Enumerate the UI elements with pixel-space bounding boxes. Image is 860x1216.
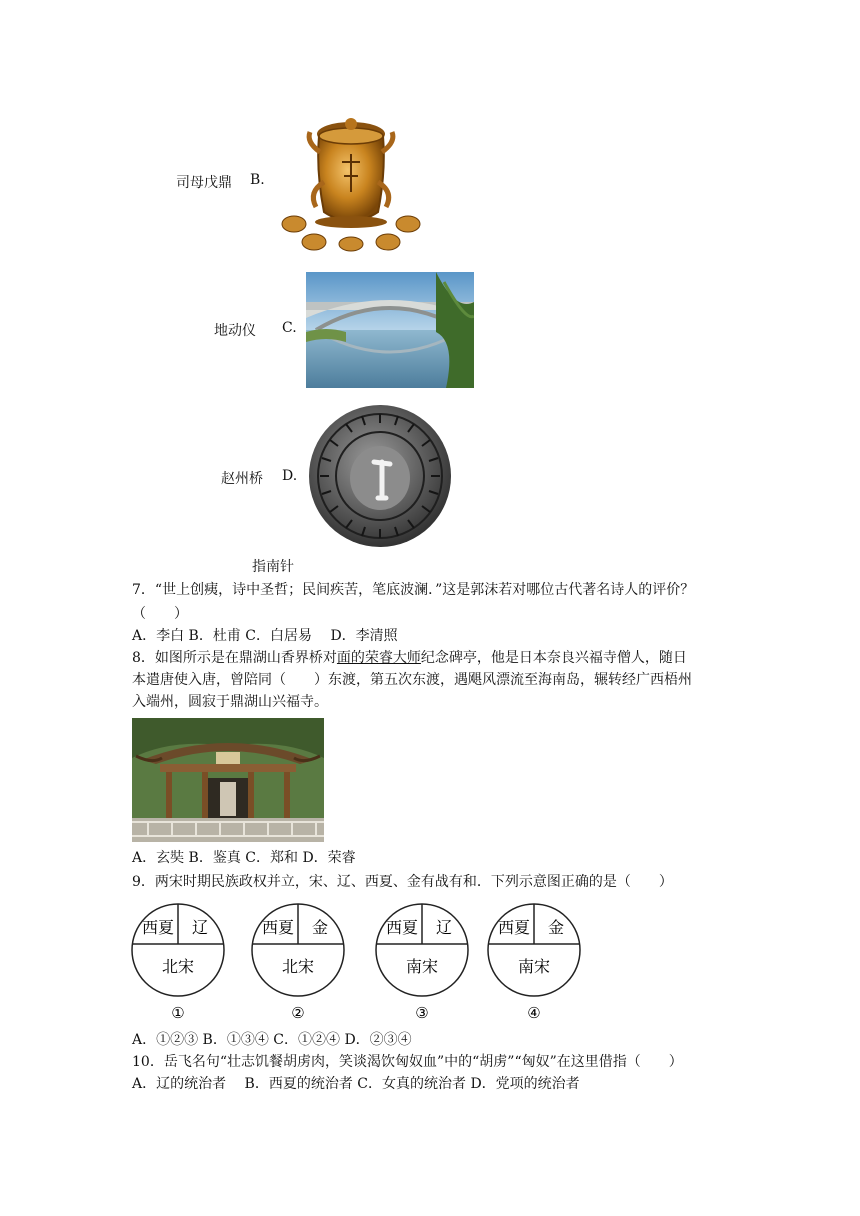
diagram-4 xyxy=(488,904,580,1022)
diagram-3-bottom: 南宋 xyxy=(405,957,439,976)
diagram-1-num: ① xyxy=(171,1004,185,1022)
option-d-letter: D. xyxy=(282,468,298,484)
underlined-term: 面的荣睿大师 xyxy=(336,650,421,666)
q7-answers: A．李白 B．杜甫 C．白居易 D．李清照 xyxy=(132,628,398,644)
diagram-4-tr: 金 xyxy=(547,918,565,937)
pavilion-image xyxy=(132,718,324,842)
diagram-2-tr: 金 xyxy=(311,918,329,937)
q10-answers: A．辽的统治者 B．西夏的统治者 C．女真的统治者 D．党项的统治者 xyxy=(132,1076,580,1092)
diagram-1-bottom: 北宋 xyxy=(161,957,195,976)
option-d-caption: 赵州桥 xyxy=(221,471,263,487)
q9-diagrams xyxy=(126,898,586,1024)
diagram-1 xyxy=(132,904,224,1022)
bridge-image xyxy=(306,272,474,388)
option-c-caption: 地动仪 xyxy=(214,323,256,339)
diagram-3-tr: 辽 xyxy=(435,918,453,937)
option-b-letter: B. xyxy=(250,172,265,188)
diagram-3-num: ③ xyxy=(415,1004,429,1022)
option-d-after-caption: 指南针 xyxy=(252,559,294,575)
q10-text: 10．岳飞名句“壮志饥餐胡虏肉，笑谈渴饮匈奴血”中的“胡虏”“匈奴”在这里借指（ ） xyxy=(132,1054,683,1070)
q7-paren: （ ） xyxy=(132,606,188,622)
diagram-2 xyxy=(252,904,344,1022)
q8-line2: 本遣唐使入唐，曾陪同（ ）东渡，第五次东渡，遇飓风漂流至海南岛，辗转经广西梧州 xyxy=(132,672,692,688)
diagram-1-tr: 辽 xyxy=(191,918,209,937)
diagram-4-bottom: 南宋 xyxy=(517,957,551,976)
diagram-3 xyxy=(376,904,468,1022)
diagram-4-tl: 西夏 xyxy=(497,918,531,937)
seismograph-image xyxy=(276,112,426,254)
diagram-2-bottom: 北宋 xyxy=(281,957,315,976)
diagram-2-num: ② xyxy=(291,1004,305,1022)
q8-line3: 入端州，圆寂于鼎湖山兴福寺。 xyxy=(132,694,328,710)
q8-line1: 8．如图所示是在鼎湖山香界桥对面的荣睿大师纪念碑亭，他是日本奈良兴福寺僧人，随日 xyxy=(132,650,687,666)
option-c-letter: C. xyxy=(282,320,297,336)
diagram-1-tl: 西夏 xyxy=(141,918,175,937)
q9-text: 9．两宋时期民族政权并立，宋、辽、西夏、金有战有和．下列示意图正确的是（ ） xyxy=(132,874,673,890)
q7-text: 7．“世上创痍，诗中圣哲；民间疾苦，笔底波澜．”这是郭沫若对哪位古代著名诗人的评价？ xyxy=(132,582,695,598)
compass-image xyxy=(306,402,454,550)
option-b-caption: 司母戊鼎 xyxy=(176,175,232,191)
q8-answers: A．玄奘 B．鉴真 C．郑和 D．荣睿 xyxy=(132,850,356,866)
diagram-3-tl: 西夏 xyxy=(385,918,419,937)
diagram-4-num: ④ xyxy=(527,1004,541,1022)
q9-answers: A．①②③ B．①③④ C．①②④ D．②③④ xyxy=(132,1032,412,1048)
diagram-2-tl: 西夏 xyxy=(261,918,295,937)
